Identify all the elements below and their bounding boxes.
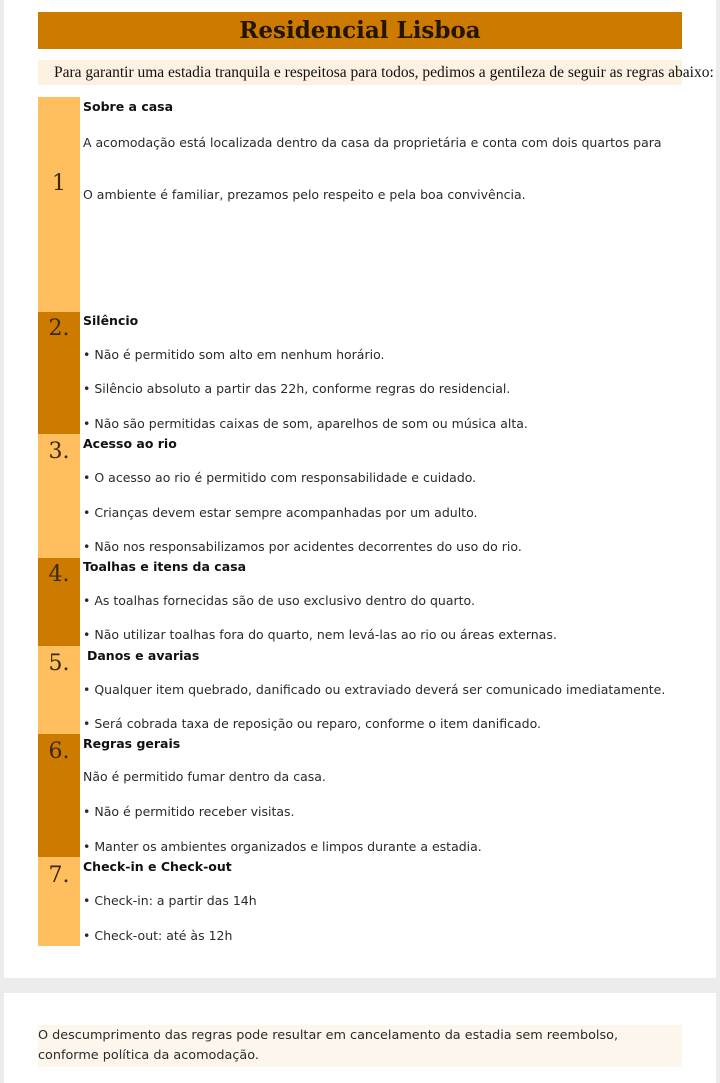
section-2-line-3: • Não são permitidas caixas de som, aparelhos de som ou música alta. xyxy=(83,416,528,431)
section-7-line-2: • Check-out: até às 12h xyxy=(83,928,233,943)
section-2-line-2: • Silêncio absoluto a partir das 22h, conforme regras do residencial. xyxy=(83,381,511,396)
section-2-line-1: • Não é permitido som alto em nenhum horário. xyxy=(83,347,385,362)
section-5-line-2: • Será cobrada taxa de reposição ou reparo, conforme o item danificado. xyxy=(83,716,542,731)
page-title: Residencial Lisboa xyxy=(239,17,481,44)
section-number-2: 2. xyxy=(38,312,80,434)
section-title-7: Check-in e Check-out xyxy=(83,859,232,874)
section-6-line-3: • Manter os ambientes organizados e limpos durante a estadia. xyxy=(83,839,482,854)
section-number-3: 3. xyxy=(38,434,80,558)
section-6-line-1: Não é permitido fumar dentro da casa. xyxy=(83,769,326,784)
section-4-line-2: • Não utilizar toalhas fora do quarto, nem levá-las ao rio ou áreas externas. xyxy=(83,627,557,642)
section-1-line-1: A acomodação está localizada dentro da casa da proprietária e conta com dois quartos para xyxy=(83,135,662,150)
section-title-4: Toalhas e itens da casa xyxy=(83,559,247,574)
section-5-line-1: • Qualquer item quebrado, danificado ou extraviado deverá ser comunicado imediatamente. xyxy=(83,682,666,697)
title-banner xyxy=(38,12,682,49)
section-3-line-2: • Crianças devem estar sempre acompanhadas por um adulto. xyxy=(83,505,478,520)
section-number-5: 5. xyxy=(38,646,80,734)
section-3-line-1: • O acesso ao rio é permitido com responsabilidade e cuidado. xyxy=(83,470,477,485)
section-number-7: 7. xyxy=(38,857,80,946)
section-title-3: Acesso ao rio xyxy=(83,436,177,451)
section-title-1: Sobre a casa xyxy=(83,99,174,114)
section-1-line-2: O ambiente é familiar, prezamos pelo respeito e pela boa convivência. xyxy=(83,187,526,202)
section-number-4: 4. xyxy=(38,558,80,646)
section-3-line-3: • Não nos responsabilizamos por acidentes decorrentes do uso do rio. xyxy=(83,539,522,554)
section-7-line-1: • Check-in: a partir das 14h xyxy=(83,893,257,908)
intro-text: Para garantir uma estadia tranquila e respeitosa para todos, pedimos a gentileza de seguir as regras abaixo: xyxy=(38,60,682,85)
section-title-5: Danos e avarias xyxy=(87,648,200,663)
footer-notice: O descumprimento das regras pode resultar em cancelamento da estadia sem reembolso, conforme política da acomodação. xyxy=(38,1025,682,1067)
section-title-2: Silêncio xyxy=(83,313,139,328)
section-number-6: 6. xyxy=(38,734,80,857)
section-6-line-2: • Não é permitido receber visitas. xyxy=(83,804,295,819)
section-number-1: 1 xyxy=(38,97,80,312)
section-4-line-1: • As toalhas fornecidas são de uso exclusivo dentro do quarto. xyxy=(83,593,475,608)
section-title-6: Regras gerais xyxy=(83,736,181,751)
